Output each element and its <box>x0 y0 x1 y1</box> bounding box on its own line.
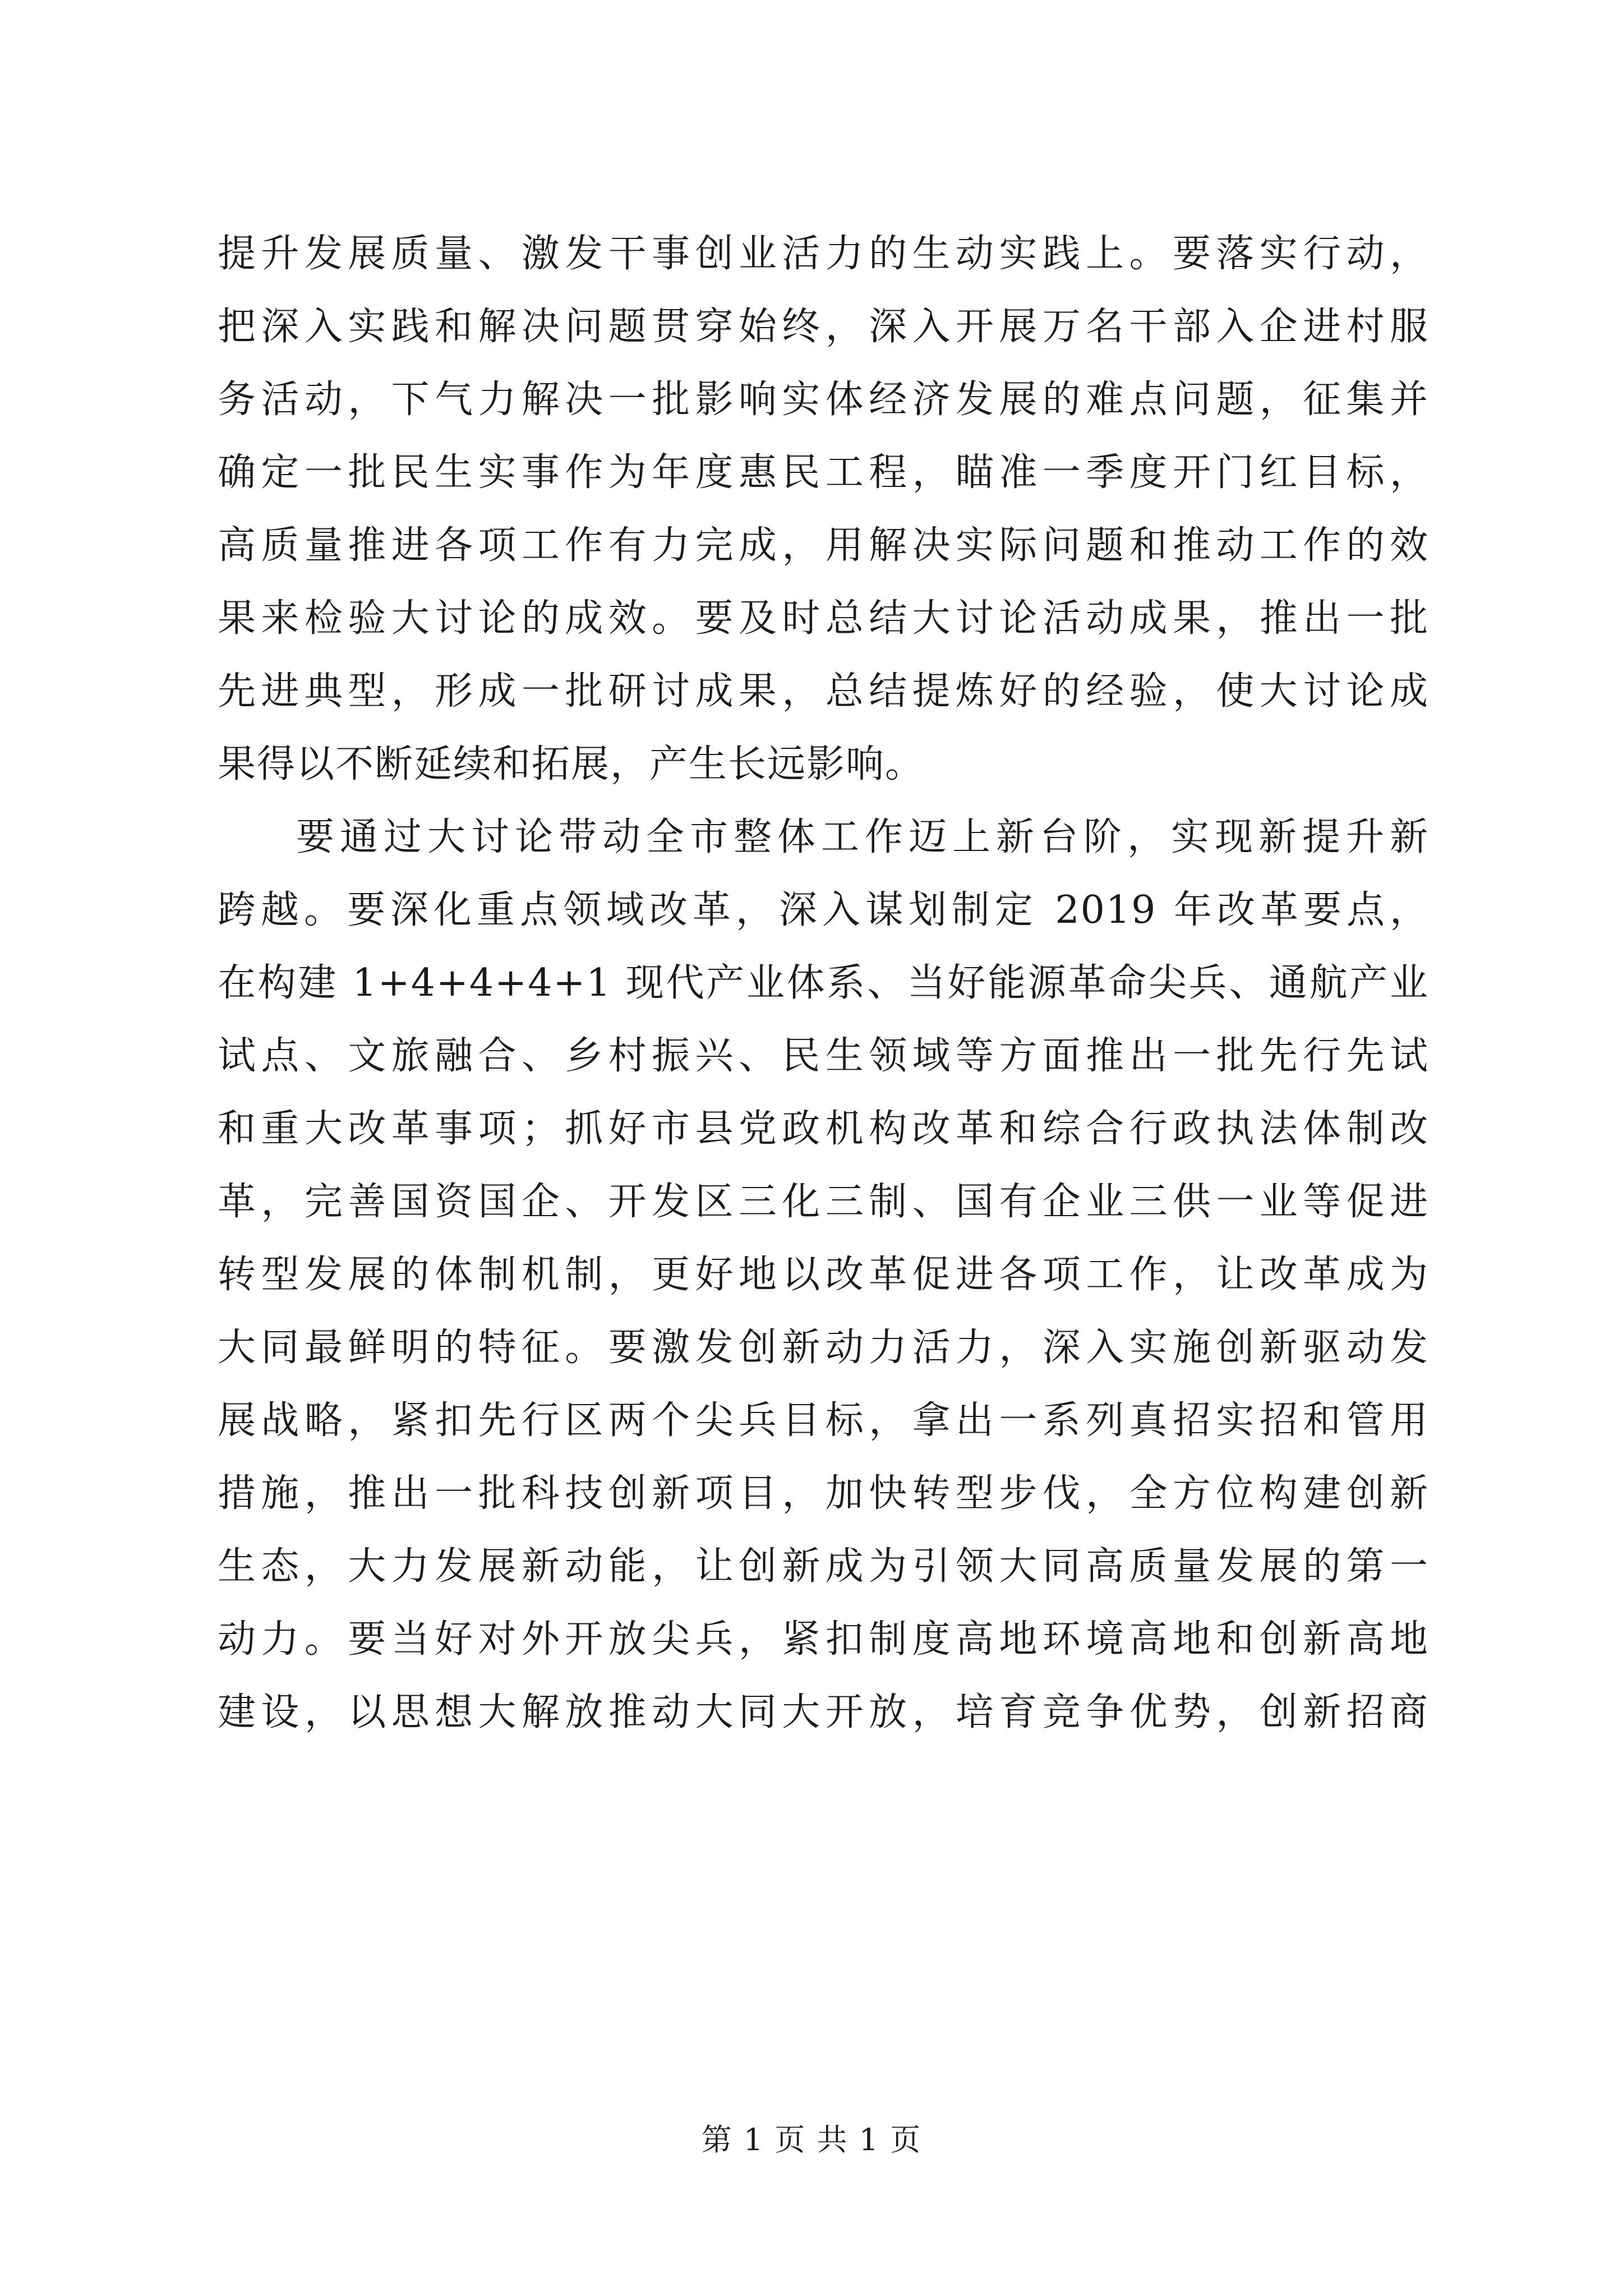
text-line: 提升发展质量、激发干事创业活力的生动实践上。要落实行动， <box>218 232 1429 276</box>
text-line: 革，完善国资国企、开发区三化三制、国有企业三供一业等促进 <box>218 1180 1429 1224</box>
text-line: 大同最鲜明的特征。要激发创新动力活力，深入实施创新驱动发 <box>218 1326 1429 1370</box>
text-line: 动力。要当好对外开放尖兵，紧扣制度高地环境高地和创新高地 <box>218 1617 1429 1662</box>
text-line: 高质量推进各项工作有力完成，用解决实际问题和推动工作的效 <box>218 523 1429 568</box>
text-line: 转型发展的体制机制，更好地以改革促进各项工作，让改革成为 <box>218 1253 1429 1297</box>
text-line: 生态，大力发展新动能，让创新成为引领大同高质量发展的第一 <box>218 1544 1429 1589</box>
text-line: 措施，推出一批科技创新项目，加快转型步伐，全方位构建创新 <box>218 1471 1429 1516</box>
text-line: 果得以不断延续和拓展，产生长远影响。 <box>218 742 925 786</box>
text-line: 果来检验大讨论的成效。要及时总结大讨论活动成果，推出一批 <box>218 596 1429 641</box>
text-line: 确定一批民生实事作为年度惠民工程，瞄准一季度开门红目标， <box>218 450 1429 495</box>
text-line: 务活动，下气力解决一批影响实体经济发展的难点问题，征集并 <box>218 378 1429 422</box>
text-line: 展战略，紧扣先行区两个尖兵目标，拿出一系列真招实招和管用 <box>218 1398 1429 1443</box>
text-line: 建设，以思想大解放推动大同大开放，培育竞争优势，创新招商 <box>218 1690 1429 1734</box>
text-line: 和重大改革事项；抓好市县党政机构改革和综合行政执法体制改 <box>218 1107 1429 1151</box>
text-line: 把深入实践和解决问题贯穿始终，深入开展万名干部入企进村服 <box>218 305 1429 349</box>
text-line: 跨越。要深化重点领域改革，深入谋划制定 2019 年改革要点， <box>218 888 1429 932</box>
page-number-footer: 第 1 页 共 1 页 <box>701 2122 922 2157</box>
text-line: 试点、文旅融合、乡村振兴、民生领域等方面推出一批先行先试 <box>218 1034 1429 1078</box>
text-line: 在构建 1+4+4+4+1 现代产业体系、当好能源革命尖兵、通航产业 <box>218 961 1429 1005</box>
document-body <box>218 218 1429 1749</box>
text-line: 先进典型，形成一批研讨成果，总结提炼好的经验，使大讨论成 <box>218 669 1429 714</box>
text-line-indented: 要通过大讨论带动全市整体工作迈上新台阶，实现新提升新 <box>296 815 1429 859</box>
